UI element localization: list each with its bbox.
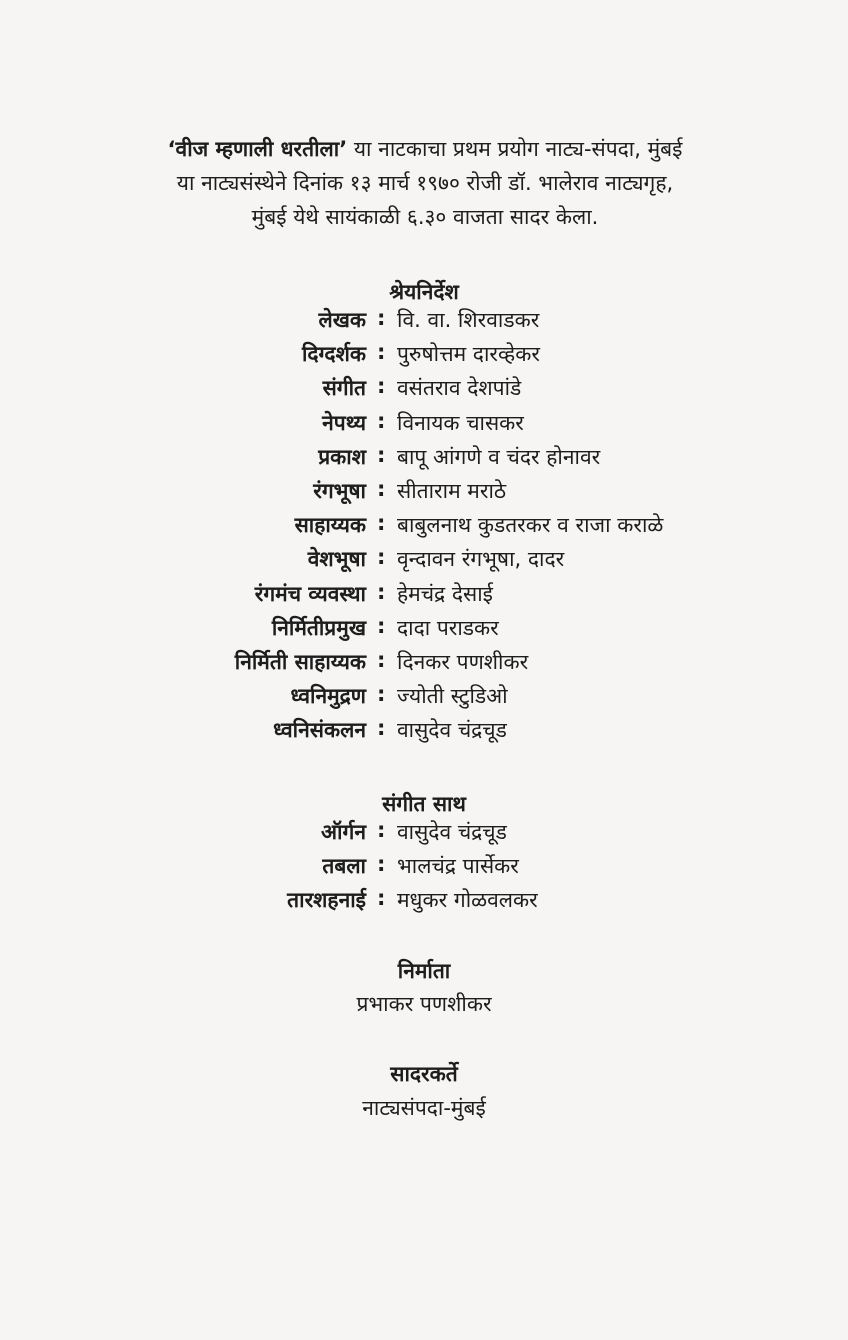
music-row (0, 886, 848, 920)
credits-separator: : (377, 545, 386, 570)
credits-role: ध्वनिसंकलन (273, 718, 366, 743)
credits-person: बापू आंगणे व चंदर होनावर (397, 444, 601, 469)
credits-separator: : (377, 579, 386, 604)
credits-row (0, 477, 848, 511)
credits-person: हेमचंद्र देसाई (397, 581, 493, 606)
credits-row (0, 648, 848, 682)
music-separator: : (377, 818, 386, 842)
presenter-heading: सादरकर्ते (390, 1062, 458, 1086)
credits-heading: श्रेयनिर्देश (389, 280, 459, 304)
music-separator: : (377, 852, 386, 877)
credits-list (0, 306, 848, 750)
credits-person: सीताराम मराठे (397, 478, 507, 503)
credits-separator: : (377, 682, 386, 707)
credits-person: विनायक चासकर (397, 410, 524, 435)
credits-row (0, 443, 848, 477)
premiere-note-line-1 (80, 132, 770, 166)
credits-person: ज्योती स्टुडिओ (397, 684, 508, 709)
credits-separator: : (377, 613, 386, 638)
credits-separator: : (377, 306, 386, 330)
credits-separator: : (377, 716, 386, 741)
music-person: मधुकर गोळवलकर (397, 888, 538, 913)
credits-separator: : (377, 647, 386, 672)
credits-separator: : (377, 476, 386, 501)
music-row (0, 818, 848, 852)
credits-person: वि. वा. शिरवाडकर (397, 308, 540, 332)
credits-row (0, 545, 848, 579)
premiere-note-line-3: मुंबई येथे सायंकाळी ६.३० वाजता सादर केला. (251, 205, 599, 229)
credits-person: दिनकर पणशीकर (397, 649, 529, 674)
credits-separator: : (377, 442, 386, 467)
music-role: ऑर्गन (321, 820, 366, 844)
credits-person: वासुदेव चंद्रचूड (397, 718, 507, 743)
credits-separator: : (377, 511, 386, 536)
music-list (0, 818, 848, 921)
credits-row (0, 511, 848, 545)
music-role: तारशहनाई (287, 888, 366, 913)
music-person: वासुदेव चंद्रचूड (397, 820, 507, 844)
credits-person: दादा पराडकर (397, 615, 499, 640)
music-separator: : (377, 886, 386, 911)
credits-role: दिग्दर्शक (301, 342, 366, 367)
credits-separator: : (377, 340, 386, 365)
credits-row (0, 682, 848, 716)
premiere-note (80, 132, 770, 234)
credits-row (0, 614, 848, 648)
presenter-name: नाट्यसंपदा-मुंबई (362, 1096, 486, 1120)
credits-role: साहाय्यक (294, 513, 366, 538)
music-heading: संगीत साथ (382, 792, 466, 816)
music-role: तबला (322, 854, 366, 879)
credits-person: वसंतराव देशपांडे (397, 376, 522, 401)
credits-role: संगीत (322, 376, 366, 401)
credits-row (0, 340, 848, 374)
credits-role: वेशभूषा (307, 547, 366, 572)
credits-row (0, 409, 848, 443)
credits-role: ध्वनिमुद्रण (290, 684, 366, 709)
music-row (0, 852, 848, 886)
credits-role: निर्मिती साहाय्यक (234, 649, 366, 674)
credits-separator: : (377, 408, 386, 433)
credits-separator: : (377, 374, 386, 399)
credits-row (0, 580, 848, 614)
producer-name: प्रभाकर पणशीकर (356, 992, 492, 1016)
credits-person: बाबुलनाथ कुडतरकर व राजा कराळे (397, 513, 664, 538)
credits-row (0, 716, 848, 750)
credits-role: प्रकाश (318, 444, 366, 469)
credits-person: पुरुषोत्तम दारव्हेकर (397, 342, 540, 367)
credits-role: लेखक (318, 308, 366, 332)
music-person: भालचंद्र पार्सेकर (397, 854, 519, 879)
producer-heading: निर्माता (397, 959, 451, 983)
credits-role: रंगमंच व्यवस्था (254, 581, 366, 606)
premiere-note-line-1-text: या नाटकाचा प्रथम प्रयोग नाट्य-संपदा, मुंबई (347, 137, 683, 161)
credits-role: रंगभूषा (313, 478, 366, 503)
credits-person: वृन्दावन रंगभूषा, दादर (397, 547, 565, 572)
credits-row (0, 306, 848, 340)
credits-role: नेपथ्य (322, 410, 366, 435)
credits-row (0, 374, 848, 408)
play-title: ‘वीज म्हणाली धरतीला’ (167, 137, 348, 161)
credits-role: निर्मितीप्रमुख (271, 615, 366, 640)
premiere-note-line-2: या नाट्यसंस्थेने दिनांक १३ मार्च १९७० रोजी डॉ. भालेराव नाट्यगृह, (176, 171, 674, 195)
